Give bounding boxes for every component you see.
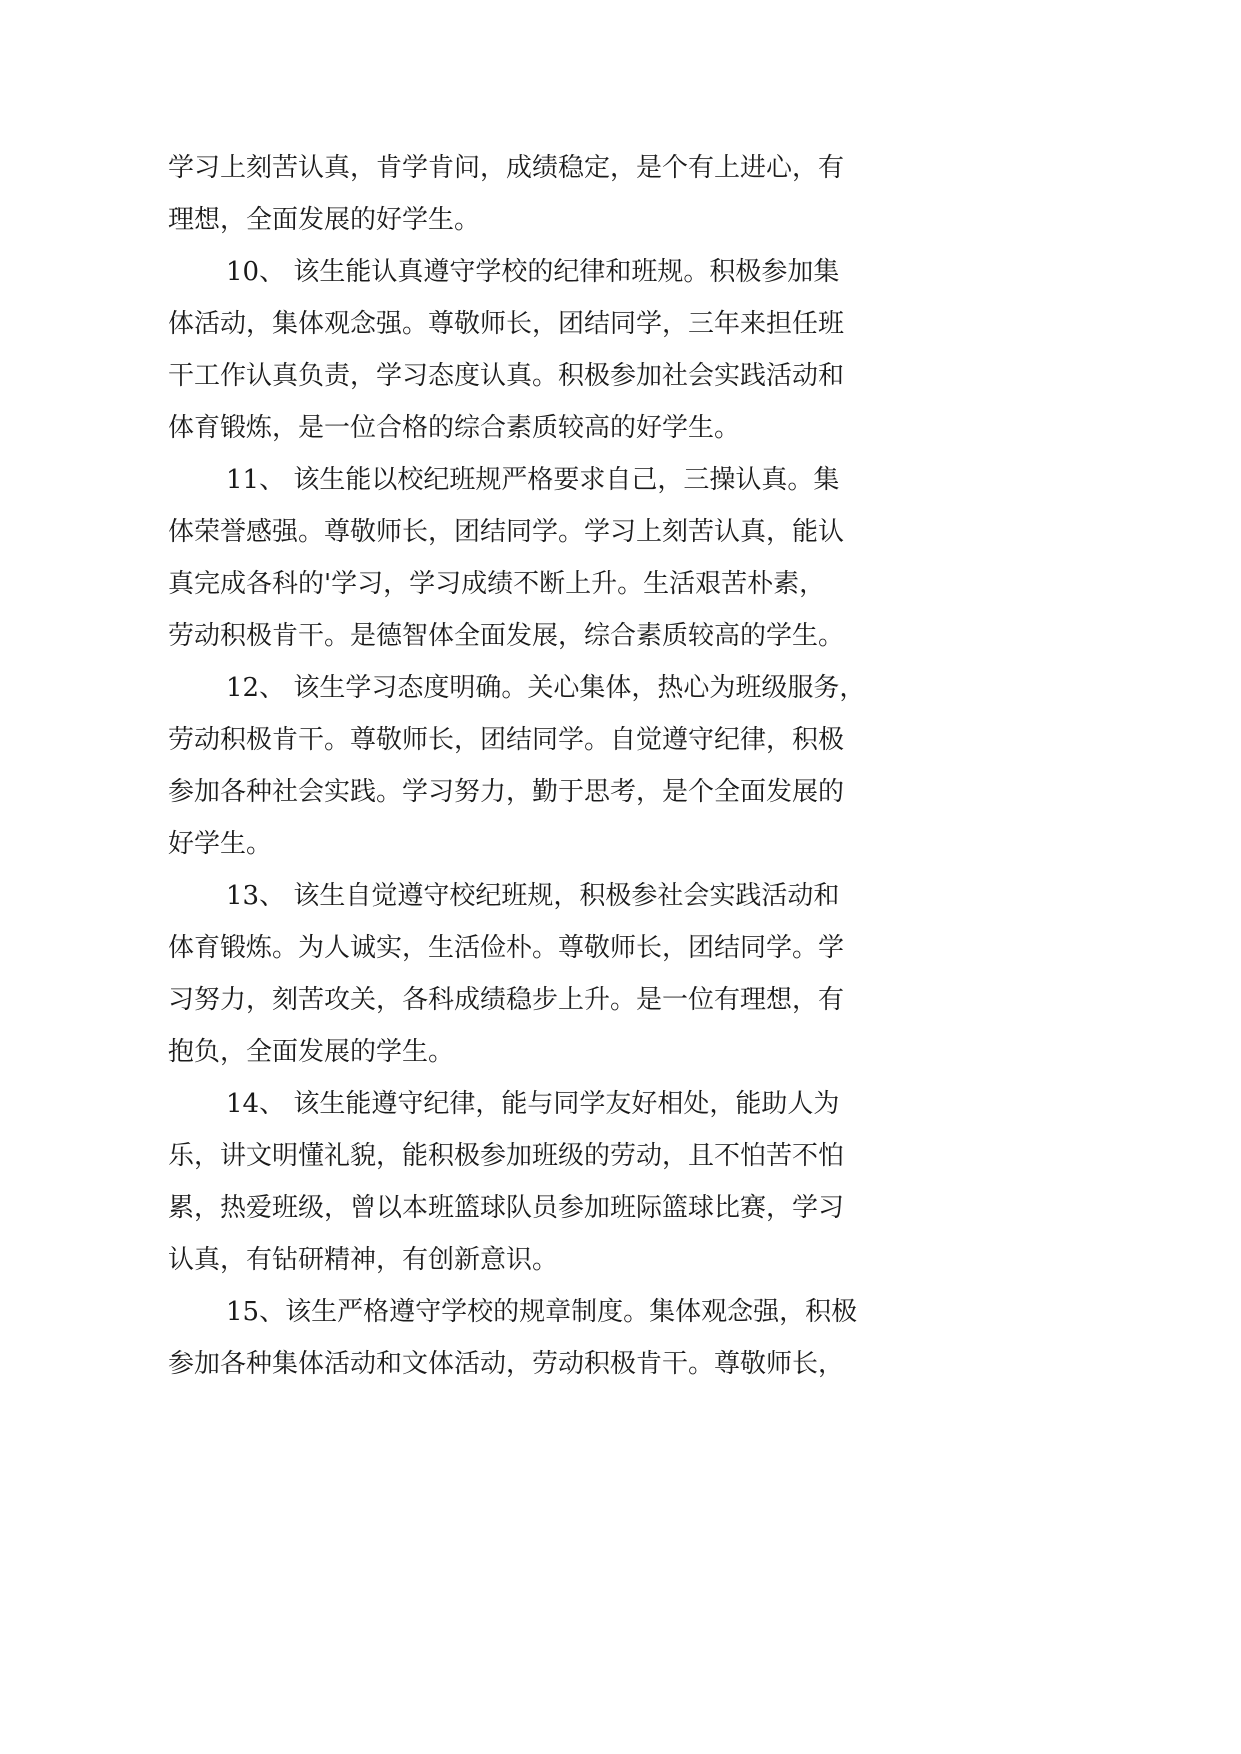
paragraph-start-line: 15、该生严格遵守学校的规章制度。集体观念强，积极 xyxy=(226,1297,858,1327)
paragraph-start-line: 14、 该生能遵守纪律，能与同学友好相处，能助人为 xyxy=(226,1089,840,1119)
text-line: 劳动积极肯干。是德智体全面发展，综合素质较高的学生。 xyxy=(168,621,845,651)
text-line: 体育锻炼，是一位合格的综合素质较高的好学生。 xyxy=(168,413,741,443)
text-line: 学习上刻苦认真，肯学肯问，成绩稳定，是个有上进心，有 xyxy=(168,153,845,183)
text-line: 真完成各科的'学习，学习成绩不断上升。生活艰苦朴素， xyxy=(168,569,826,599)
text-line: 理想，全面发展的好学生。 xyxy=(168,205,481,235)
paragraph-start-line: 12、 该生学习态度明确。关心集体，热心为班级服务， xyxy=(226,673,866,703)
text-line: 干工作认真负责，学习态度认真。积极参加社会实践活动和 xyxy=(168,361,845,391)
text-line: 抱负，全面发展的学生。 xyxy=(168,1037,455,1067)
paragraph-start-line: 13、 该生自觉遵守校纪班规，积极参社会实践活动和 xyxy=(226,881,840,911)
text-line: 参加各种集体活动和文体活动，劳动积极肯干。尊敬师长， xyxy=(168,1349,845,1379)
text-line: 习努力，刻苦攻关，各科成绩稳步上升。是一位有理想，有 xyxy=(168,985,845,1015)
paragraph-start-line: 10、 该生能认真遵守学校的纪律和班规。积极参加集 xyxy=(226,257,840,287)
text-line: 乐，讲文明懂礼貌，能积极参加班级的劳动，且不怕苦不怕 xyxy=(168,1141,845,1171)
text-line: 好学生。 xyxy=(168,829,273,859)
text-line: 体育锻炼。为人诚实，生活俭朴。尊敬师长，团结同学。学 xyxy=(168,933,845,963)
text-line: 体活动，集体观念强。尊敬师长，团结同学，三年来担任班 xyxy=(168,309,845,339)
text-line: 体荣誉感强。尊敬师长，团结同学。学习上刻苦认真，能认 xyxy=(168,517,845,547)
text-line: 参加各种社会实践。学习努力，勤于思考，是个全面发展的 xyxy=(168,777,845,807)
text-line: 认真，有钻研精神，有创新意识。 xyxy=(168,1245,559,1275)
paragraph-start-line: 11、 该生能以校纪班规严格要求自己，三操认真。集 xyxy=(226,465,840,495)
text-line: 累，热爱班级，曾以本班篮球队员参加班际篮球比赛，学习 xyxy=(168,1193,845,1223)
text-line: 劳动积极肯干。尊敬师长，团结同学。自觉遵守纪律，积极 xyxy=(168,725,845,755)
